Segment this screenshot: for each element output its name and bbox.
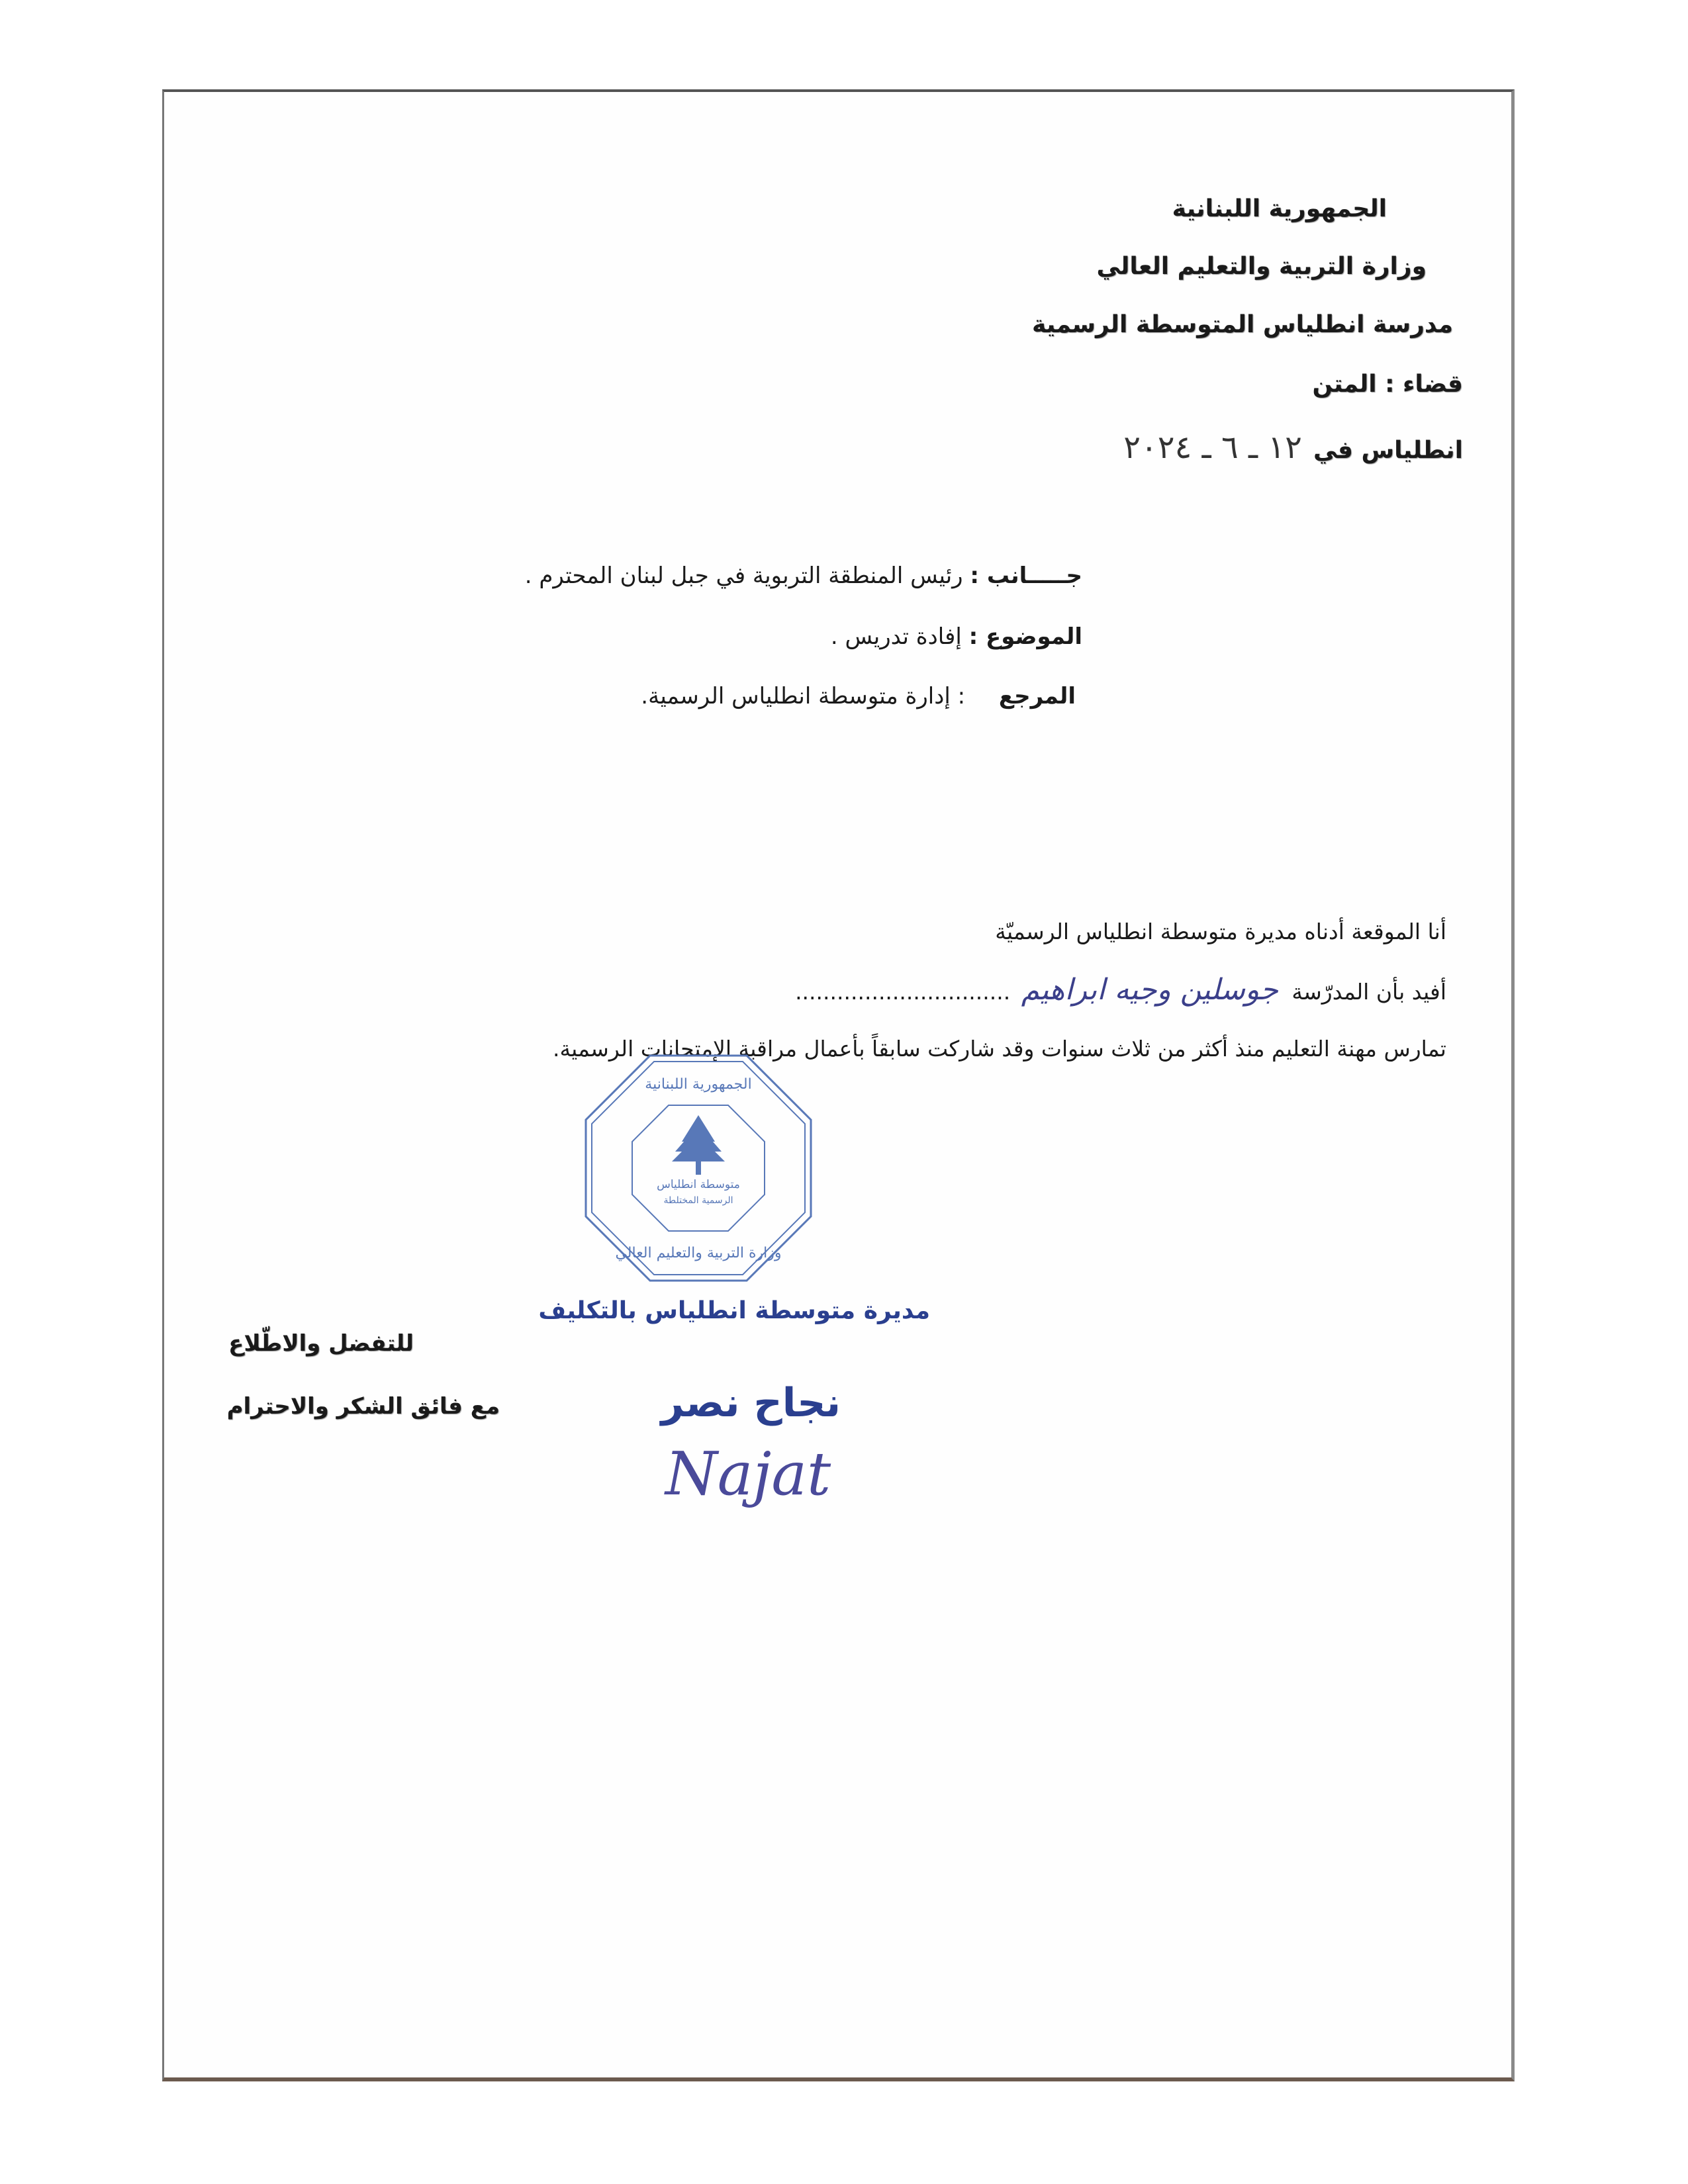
body-line-2-prefix: أفيد بأن المدرّسة	[1291, 979, 1446, 1005]
stamp-outer-bottom: وزارة التربية والتعليم العالي	[615, 1245, 782, 1261]
header-ministry: وزارة التربية والتعليم العالي	[1096, 253, 1427, 280]
closing-line-2: مع فائق الشكر والاحترام	[226, 1393, 500, 1420]
dotted-fill: ...............................	[795, 979, 1011, 1005]
teacher-name-handwritten: جوسلين وجيه ابراهيم	[1021, 973, 1278, 1007]
subject-label: الموضوع :	[968, 623, 1082, 650]
to-label: جـــــانب :	[970, 563, 1082, 589]
closing-line-1: للتفضل والاطّلاع	[228, 1330, 414, 1357]
handwritten-signature: Najat	[665, 1439, 831, 1509]
header-district: قضاء : المتن	[1312, 371, 1463, 398]
date-handwritten: ١٢ ـ ٦ ـ ٢٠٢٤	[1123, 429, 1302, 466]
reference-label: المرجع	[998, 683, 1076, 709]
stamp-inner-text-2: الرسمية المختلطة	[663, 1195, 733, 1206]
official-stamp	[583, 1052, 814, 1284]
body-line-1: أنا الموقعة أدناه مديرة متوسطة انطلياس الرسميّة	[995, 919, 1446, 944]
date-prefix: انطلياس في	[1313, 437, 1463, 464]
signatory-name: نجاح نصر	[661, 1380, 841, 1426]
header-date	[1123, 429, 1463, 466]
cedar-icon	[672, 1115, 725, 1175]
reference-line	[641, 683, 1076, 709]
header-republic: الجمهورية اللبنانية	[1172, 195, 1387, 222]
header-school: مدرسة انطلياس المتوسطة الرسمية	[1031, 311, 1453, 338]
reference-value: : إدارة متوسطة انطلياس الرسمية.	[641, 683, 966, 709]
stamp-outer-top: الجمهورية اللبنانية	[645, 1076, 752, 1093]
to-value: رئيس المنطقة التربوية في جبل لبنان المحترم .	[524, 563, 963, 589]
subject-value: إفادة تدريس .	[830, 623, 962, 650]
body-line-2	[795, 973, 1446, 1007]
signatory-title: مديرة متوسطة انطلياس بالتكليف	[538, 1297, 930, 1324]
addressee-line	[525, 563, 1082, 589]
body-line-3: تمارس مهنة التعليم منذ أكثر من ثلاث سنوات وقد شاركت سابقاً بأعمال مراقبة الإمتحانات الرسمية.	[552, 1036, 1446, 1062]
subject-line	[831, 623, 1082, 650]
stamp-inner-text: متوسطة انطلياس	[657, 1178, 740, 1191]
